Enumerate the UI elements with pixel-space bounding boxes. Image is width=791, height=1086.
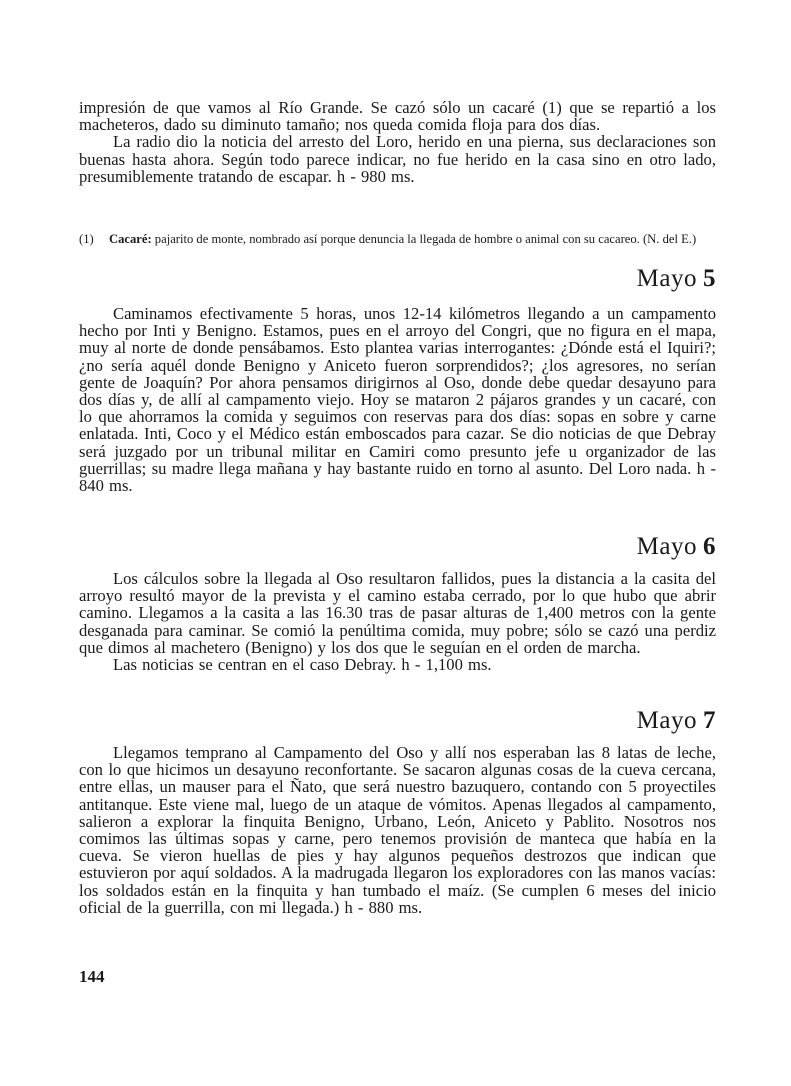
heading-day: 5 xyxy=(703,265,716,292)
heading-month: Mayo xyxy=(636,533,697,560)
paragraph: Llegamos temprano al Campamento del Oso y allí nos esperaban las 8 latas de leche, con lo que hicimos un desayuno reconfortante. Se sacaron algunas cosas de la cueva cercana, entre ellas, un mauser para el Ñato, que será nuestro bazuquero, contando con 5 proyectiles antitanque. Este viene mal, luego de un ataque de vómitos. Apenas llegados al campamento, salieron a explorar la finquita Benigno, Urbano, León, Aniceto y Pablito. Nosotros nos comimos las últimas sopas y carne, pero tenemos provisión de manteca que había en la cueva. Se vieron huellas de pies y hay algunos pequeños destrozos que indican que estuvieron por aquí soldados. A la madrugada llegaron los exploradores con las manos vacías: los soldados están en la finquita y han tumbado el maíz. (Se cumplen 6 meses del inicio oficial de la guerrilla, con mi llegada.) h - 880 ms. xyxy=(79,743,716,917)
diary-entry xyxy=(79,744,716,916)
entry-heading xyxy=(637,533,716,561)
page-number: 144 xyxy=(79,967,105,986)
footnote-mark: (1) xyxy=(79,232,94,246)
heading-month: Mayo xyxy=(636,265,697,292)
paragraph: La radio dio la noticia del arresto del Loro, herido en una pierna, sus declaraciones son buenas hasta ahora. Según todo parece indicar, no fue herido en la casa sino en otro lado, presumiblemente tratando de escapar. h - 980 ms. xyxy=(79,132,716,186)
footnote-text: Cacaré: pajarito de monte, nombrado así porque denuncia la llegada de hombre o animal con su cacareo. (N. del E.) xyxy=(109,232,697,246)
paragraph: Los cálculos sobre la llegada al Oso resultaron fallidos, pues la distancia a la casita del arroyo resultó mayor de la prevista y el camino estaba cerrado, por lo que hubo que abrir camino. Llegamos a la casita a las 16.30 tras de pasar alturas de 1,400 metros con la gente desganada para caminar. Se comió la penúltima comida, muy pobre; sólo se cazó una perdiz que dimos al machetero (Benigno) y los dos que le seguían en el orden de marcha. xyxy=(79,569,716,657)
entry-heading xyxy=(637,707,716,735)
diary-entry xyxy=(79,305,716,494)
entry-heading xyxy=(637,265,716,293)
heading-day: 7 xyxy=(703,707,716,734)
heading-month: Mayo xyxy=(636,707,697,734)
paragraph: Las noticias se centran en el caso Debray. h - 1,100 ms. xyxy=(113,655,492,675)
footnote-term: Cacaré: xyxy=(109,232,152,246)
heading-day: 6 xyxy=(703,533,716,560)
continued-entry xyxy=(79,99,716,185)
paragraph: impresión de que vamos al Río Grande. Se cazó sólo un cacaré (1) que se repartió a los macheteros, dado su diminuto tamaño; nos queda comida floja para dos días. xyxy=(79,98,716,135)
footnote xyxy=(79,233,716,247)
paragraph: Caminamos efectivamente 5 horas, unos 12-14 kilómetros llegando a un campamento hecho por Inti y Benigno. Estamos, pues en el arroyo del Congri, que no figura en el mapa, muy al norte de donde pensábamos. Esto plantea varias interrogantes: ¿Dónde está el Iquiri?; ¿no sería aquél donde Benigno y Aniceto fueron sorprendidos?; ¿los agresores, no serían gente de Joaquín? Por ahora pensamos dirigirnos al Oso, donde debe quedar desayuno para dos días y, de allí al campamento viejo. Hoy se mataron 2 pájaros grandes y un cacaré, con lo que ahorramos la comida y seguimos con reservas para dos días: sopas en sobre y carne enlatada. Inti, Coco y el Médico están emboscados para cazar. Se dio noticias de que Debray será juzgado por un tribunal militar en Camiri como presunto jefe u organizador de las guerrillas; su madre llega mañana y hay bastante ruido en torno al asunto. Del Loro nada. h - 840 ms. xyxy=(79,304,716,496)
diary-entry xyxy=(79,570,716,673)
